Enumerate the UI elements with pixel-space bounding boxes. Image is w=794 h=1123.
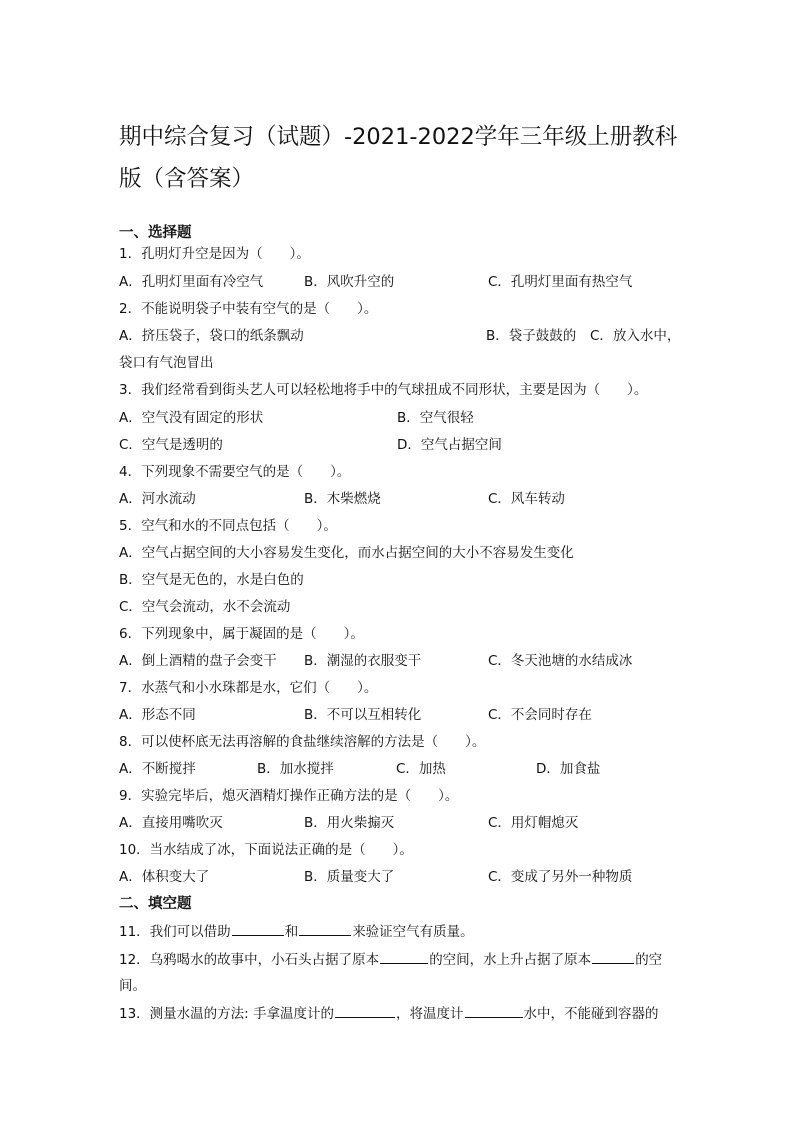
question-6-option-b: B．潮湿的衣服变干	[304, 653, 422, 669]
question-9-option-c: C．用灯帽熄灭	[488, 815, 579, 831]
question-12-text-2: 的空间，水上升占据了原本	[429, 952, 592, 968]
question-3-option-a: A．空气没有固定的形状	[119, 410, 264, 426]
question-10-option-b: B．质量变大了	[304, 869, 395, 885]
question-10-option-a: A．体积变大了	[119, 869, 210, 885]
question-7-option-a: A．形态不同	[119, 707, 196, 723]
question-4-stem: 4．下列现象不需要空气的是（ ）。	[119, 464, 351, 480]
question-4-option-b: B．木柴燃烧	[304, 491, 381, 507]
question-10-stem: 10．当水结成了冰，下面说法正确的是（ ）。	[119, 842, 413, 858]
question-1-option-c: C．孔明灯里面有热空气	[488, 274, 633, 290]
question-13-text-1: 13．测量水温的方法: 手拿温度计的	[119, 1006, 335, 1022]
question-3-option-c: C．空气是透明的	[119, 437, 223, 453]
question-7-stem: 7．水蒸气和小水珠都是水，它们（ ）。	[119, 680, 378, 696]
question-12-continued: 间。	[119, 978, 146, 994]
question-11-text-2: 和	[284, 924, 299, 940]
question-8-option-c: C．加热	[396, 761, 446, 777]
question-3-option-d: D．空气占据空间	[397, 437, 502, 453]
question-2-option-a: A．挤压袋子，袋口的纸条飘动	[119, 328, 304, 344]
question-2-stem: 2．不能说明袋子中装有空气的是（ ）。	[119, 301, 378, 317]
question-5-option-c: C．空气会流动，水不会流动	[119, 599, 291, 615]
answer-blank[interactable]	[592, 950, 634, 964]
question-6-option-a: A．倒上酒精的盘子会变干	[119, 653, 277, 669]
question-12-text-1: 12．乌鸦喝水的故事中，小石头占据了原本	[119, 952, 380, 968]
question-11-text-1: 11．我们可以借助	[119, 924, 231, 940]
question-6-stem: 6．下列现象中，属于凝固的是（ ）。	[119, 626, 364, 642]
question-8-option-b: B．加水搅拌	[257, 761, 334, 777]
answer-blank[interactable]	[232, 922, 284, 936]
question-10-option-c: C．变成了另外一种物质	[488, 869, 633, 885]
question-5-option-a: A．空气占据空间的大小容易发生变化，而水占据空间的大小不容易发生变化	[119, 545, 574, 561]
question-13-text-3: 水中，不能碰到容器的	[523, 1006, 659, 1022]
question-2-option-c-continued: 袋口有气泡冒出	[119, 355, 214, 371]
question-7-option-c: C．不会同时存在	[488, 707, 592, 723]
question-1-stem: 1．孔明灯升空是因为（ ）。	[119, 246, 310, 262]
question-4-option-c: C．风车转动	[488, 491, 565, 507]
question-3-option-b: B．空气很轻	[397, 410, 474, 426]
section-heading-choice: 一、选择题	[119, 225, 192, 241]
question-13-text-2: ，将温度计	[396, 1006, 464, 1022]
question-5-option-b: B．空气是无色的，水是白色的	[119, 572, 304, 588]
question-2-option-c: C．放入水中，	[590, 328, 681, 344]
question-5-stem: 5．空气和水的不同点包括（ ）。	[119, 518, 337, 534]
question-8-stem: 8．可以使杯底无法再溶解的食盐继续溶解的方法是（ ）。	[119, 734, 486, 750]
answer-blank[interactable]	[299, 922, 351, 936]
question-3-stem: 3．我们经常看到街头艺人可以轻松地将手中的气球扭成不同形状，主要是因为（ ）。	[119, 382, 648, 398]
question-1-option-a: A．孔明灯里面有冷空气	[119, 274, 264, 290]
question-13	[119, 1004, 659, 1023]
answer-blank[interactable]	[335, 1004, 395, 1018]
question-8-option-d: D．加食盐	[536, 761, 601, 777]
question-9-stem: 9．实验完毕后，熄灭酒精灯操作正确方法的是（ ）。	[119, 788, 459, 804]
question-11-text-3: 来验证空气有质量。	[352, 924, 474, 940]
document-title: 期中综合复习（试题）-2021-2022学年三年级上册教科版（含答案）	[119, 124, 678, 192]
question-4-option-a: A．河水流动	[119, 491, 196, 507]
question-8-option-a: A．不断搅拌	[119, 761, 196, 777]
question-11	[119, 922, 474, 941]
question-9-option-a: A．直接用嘴吹灭	[119, 815, 223, 831]
question-12-text-3: 的空	[635, 952, 663, 968]
question-9-option-b: B．用火柴搧灭	[304, 815, 395, 831]
question-2-option-b: B．袋子鼓鼓的	[486, 328, 577, 344]
question-7-option-b: B．不可以互相转化	[304, 707, 422, 723]
question-1-option-b: B．风吹升空的	[304, 274, 395, 290]
question-6-option-c: C．冬天池塘的水结成冰	[488, 653, 633, 669]
section-heading-fill: 二、填空题	[119, 896, 192, 912]
question-12	[119, 950, 662, 969]
answer-blank[interactable]	[380, 950, 428, 964]
answer-blank[interactable]	[465, 1004, 523, 1018]
